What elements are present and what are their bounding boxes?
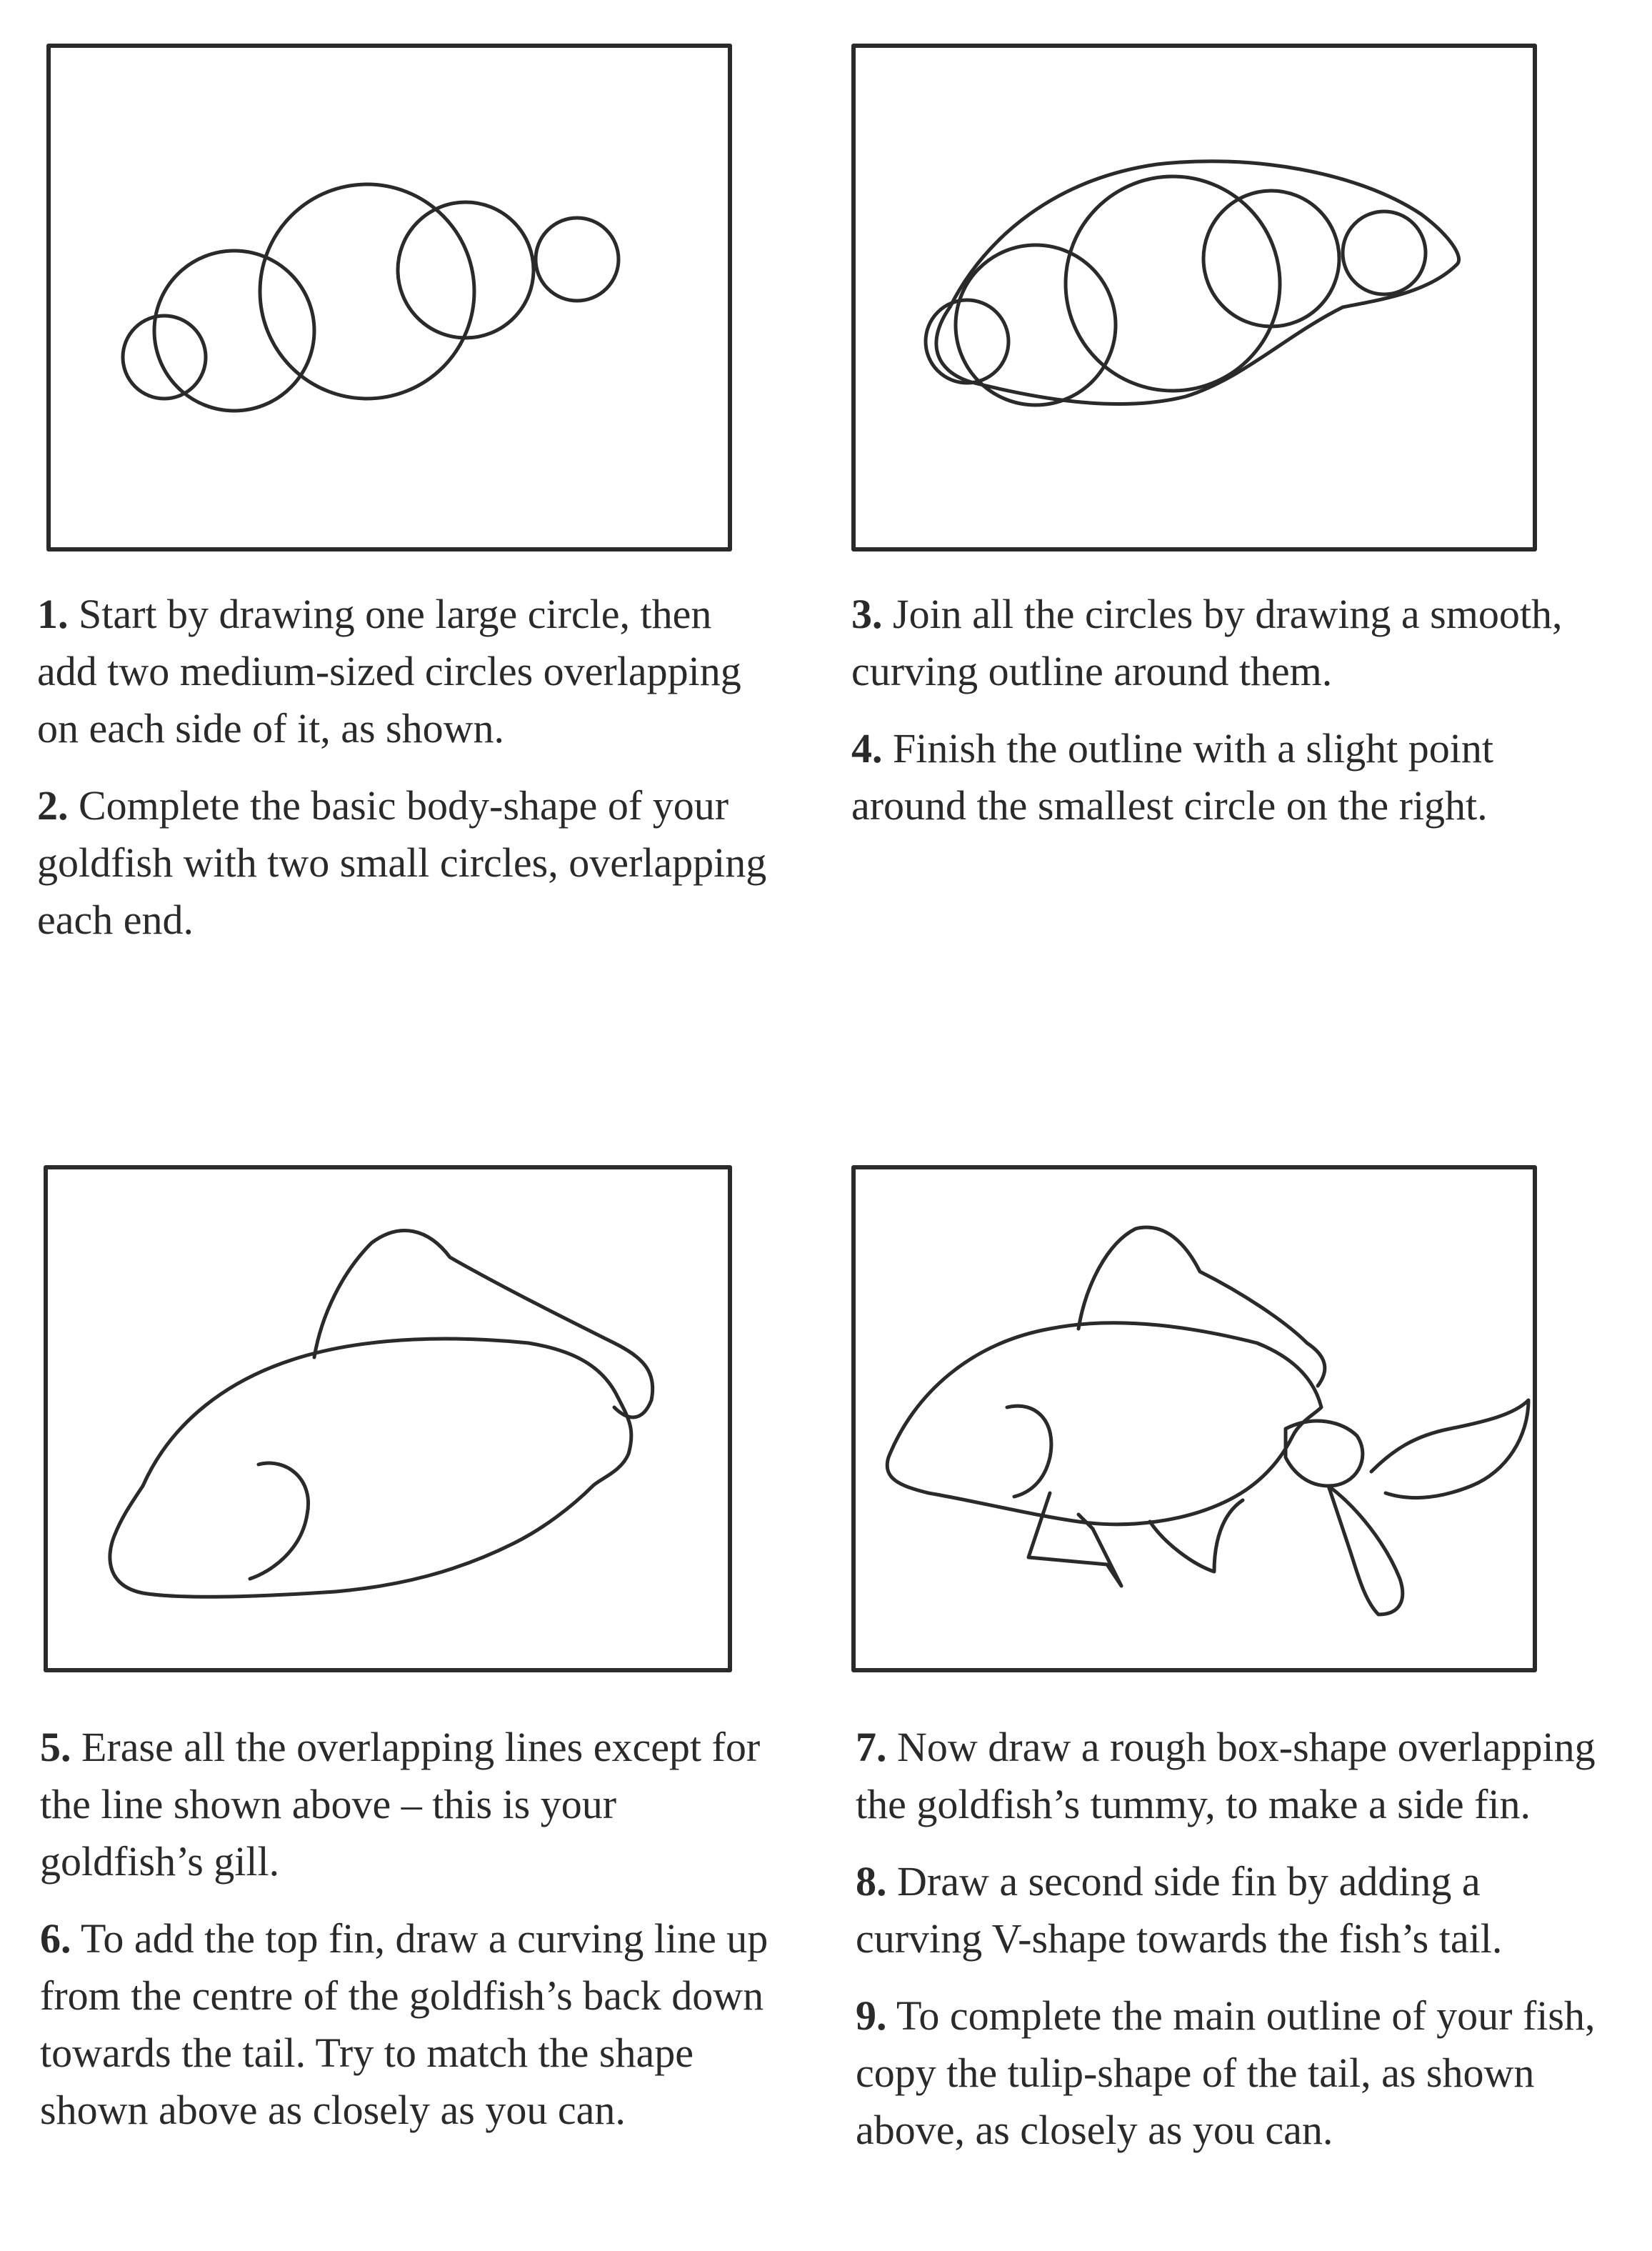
step-text: Finish the outline with a slight point around the smallest circle on the right. — [851, 725, 1493, 829]
step-text: Erase all the overlapping lines except for the line shown above – this is your goldfish’s gill. — [40, 1724, 761, 1885]
step-7 — [856, 1719, 1613, 1833]
step-6 — [40, 1910, 783, 2139]
step-number: 3. — [851, 591, 883, 637]
step-9 — [856, 1987, 1613, 2159]
outline-step-3 — [926, 161, 1459, 405]
frame-step-1 — [49, 46, 730, 549]
step-text: Start by drawing one large circle, then add two medium-sized circles overlapping on each side of it, as shown. — [37, 591, 741, 752]
frame-step-7 — [853, 1167, 1535, 1670]
step-text: Join all the circles by drawing a smooth, curving outline around them. — [851, 591, 1563, 694]
step-number: 5. — [40, 1724, 71, 1770]
instructions-panel-3 — [40, 1719, 783, 2159]
step-2 — [37, 777, 780, 949]
fish-step-7 — [887, 1227, 1528, 1614]
step-text: Now draw a rough box-shape overlapping the goldfish’s tummy, to make a side fin. — [856, 1724, 1596, 1827]
instructions-panel-4 — [856, 1719, 1613, 2179]
step-text: Complete the basic body-shape of your goldfish with two small circles, overlapping each end. — [37, 782, 767, 943]
step-text: To add the top fin, draw a curving line up from the centre of the goldfish’s back down towards the tail. Try to match the shape shown above as closely as you can. — [40, 1915, 769, 2133]
step-8 — [856, 1853, 1613, 1967]
step-3 — [851, 586, 1594, 700]
step-text: To complete the main outline of your fish, copy the tulip-shape of the tail, as shown above, as closely as you can. — [856, 1992, 1596, 2153]
step-number: 9. — [856, 1992, 887, 2039]
step-number: 6. — [40, 1915, 71, 1962]
step-1 — [37, 586, 780, 757]
step-number: 8. — [856, 1858, 887, 1905]
circles-step-1 — [123, 184, 619, 411]
step-number: 4. — [851, 725, 883, 772]
step-number: 1. — [37, 591, 69, 637]
instructions-panel-1 — [37, 586, 780, 969]
step-5 — [40, 1719, 783, 1890]
step-4 — [851, 720, 1594, 834]
step-text: Draw a second side fin by adding a curving V-shape towards the fish’s tail. — [856, 1858, 1503, 1962]
instructions-panel-2 — [851, 586, 1594, 854]
step-number: 2. — [37, 782, 69, 829]
fish-step-5 — [110, 1231, 653, 1597]
step-number: 7. — [856, 1724, 887, 1770]
